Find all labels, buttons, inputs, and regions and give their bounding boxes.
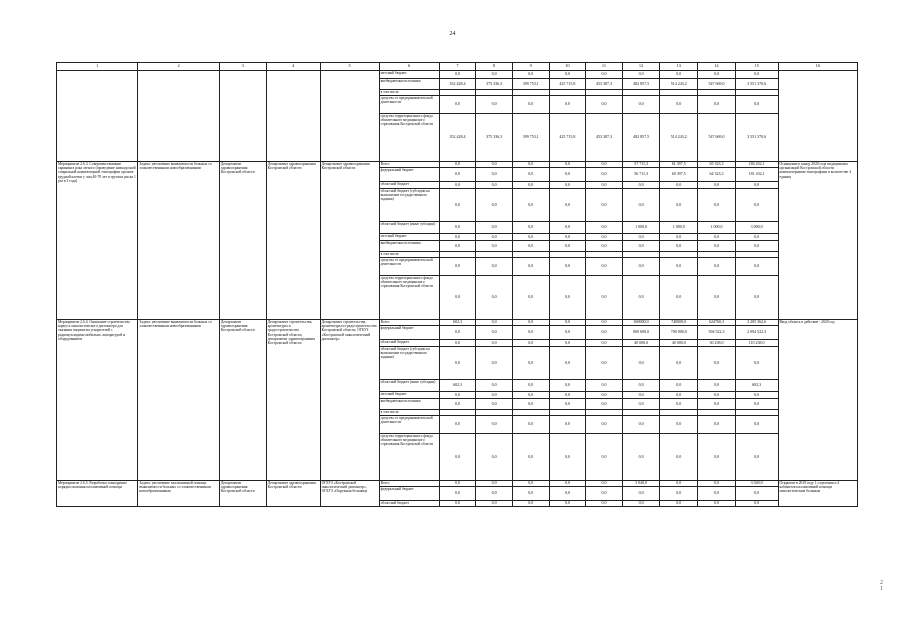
funding-source: местный бюджет bbox=[379, 234, 439, 241]
value-cell: 3 551 370,6 bbox=[735, 79, 778, 90]
value-cell: 0,0 bbox=[476, 241, 513, 252]
value-cell: 0,0 bbox=[735, 71, 778, 79]
value-cell: 0,0 bbox=[586, 96, 623, 114]
value-cell: 840000,0 bbox=[622, 320, 660, 326]
value-cell: 0,0 bbox=[439, 487, 476, 501]
value-cell: 0,0 bbox=[660, 258, 698, 276]
value-cell: 0,0 bbox=[735, 416, 778, 434]
value-cell: 0,0 bbox=[735, 182, 778, 189]
value-cell: 0,0 bbox=[549, 399, 586, 410]
value-cell: 482 857,5 bbox=[622, 114, 660, 162]
value-cell: 0,0 bbox=[439, 258, 476, 276]
value-cell: 0,0 bbox=[698, 96, 736, 114]
value-cell: 0,0 bbox=[586, 487, 623, 501]
value-cell: 0,0 bbox=[512, 258, 549, 276]
cell-c16 bbox=[778, 71, 858, 162]
value-cell: 0,0 bbox=[622, 241, 660, 252]
value-cell: 0,0 bbox=[586, 434, 623, 481]
value-cell: 0,0 bbox=[586, 399, 623, 410]
value-cell: 0,0 bbox=[622, 71, 660, 79]
value-cell: 0,0 bbox=[622, 189, 660, 222]
value-cell: 0,0 bbox=[622, 416, 660, 434]
value-cell: 0,0 bbox=[660, 71, 698, 79]
funding-source: средства территориального фонда обязательного медицинского страхования Костромской области bbox=[379, 114, 439, 162]
value-cell: 0,0 bbox=[735, 347, 778, 380]
value-cell: 0,0 bbox=[549, 392, 586, 399]
value-cell: 0,0 bbox=[698, 241, 736, 252]
funding-source: местный бюджет bbox=[379, 392, 439, 399]
cell-c5: ОГБУЗ «Костромской онкологический диспансер», ОГБУЗ «Окружная больница bbox=[320, 481, 379, 507]
value-cell: 0,0 bbox=[586, 340, 623, 347]
value-cell: 0,0 bbox=[549, 241, 586, 252]
value-cell: 602,3 bbox=[439, 380, 476, 392]
cell-c2: Задача: увеличение выявляемости больных со злокачественными новообразованиями bbox=[138, 162, 219, 320]
column-number-4: 4 bbox=[266, 63, 320, 71]
value-cell: 0,0 bbox=[735, 487, 778, 501]
value-cell: 0,0 bbox=[586, 380, 623, 392]
value-cell: 0,0 bbox=[512, 234, 549, 241]
value-cell: 0,0 bbox=[660, 234, 698, 241]
value-cell: 0,0 bbox=[660, 501, 698, 507]
value-cell: 0,0 bbox=[512, 380, 549, 392]
value-cell: 0,0 bbox=[512, 168, 549, 182]
value-cell: 0,0 bbox=[476, 182, 513, 189]
value-cell: 0,0 bbox=[698, 392, 736, 399]
value-cell: 0,0 bbox=[439, 416, 476, 434]
column-number-7: 7 bbox=[439, 63, 476, 71]
column-number-6: 6 bbox=[379, 63, 439, 71]
value-cell: 0,0 bbox=[622, 182, 660, 189]
value-cell: 0,0 bbox=[476, 416, 513, 434]
value-cell: 0,0 bbox=[586, 347, 623, 380]
value-cell: 0,0 bbox=[512, 392, 549, 399]
cell-c2 bbox=[138, 71, 219, 162]
value-cell: 0,0 bbox=[660, 434, 698, 481]
funding-source: внебюджетные источники bbox=[379, 241, 439, 252]
value-cell: 425 715,8 bbox=[549, 79, 586, 90]
value-cell: 1 000,0 bbox=[622, 222, 660, 234]
value-cell: 0,0 bbox=[549, 189, 586, 222]
value-cell: 547 669,0 bbox=[698, 79, 736, 90]
value-cell: 0,0 bbox=[735, 399, 778, 410]
value-cell: 0,0 bbox=[549, 182, 586, 189]
value-cell: 0,0 bbox=[512, 326, 549, 340]
value-cell: 0,0 bbox=[586, 416, 623, 434]
value-cell: 0,0 bbox=[735, 189, 778, 222]
value-cell: 547 669,0 bbox=[698, 114, 736, 162]
value-cell: 0,0 bbox=[512, 487, 549, 501]
cell-c4: Департамент здравоохранения Костромской области bbox=[266, 162, 320, 320]
funding-source: средства от предпринимательской деятельности bbox=[379, 96, 439, 114]
value-cell: 0,0 bbox=[660, 189, 698, 222]
value-cell: 0,0 bbox=[622, 347, 660, 380]
value-cell: 56 711,3 bbox=[622, 168, 660, 182]
value-cell: 0,0 bbox=[512, 320, 549, 326]
value-cell: 0,0 bbox=[476, 71, 513, 79]
funding-source: средства от предпринимательской деятельности bbox=[379, 416, 439, 434]
value-cell: 2 205 362,6 bbox=[735, 320, 778, 326]
value-cell: 0,0 bbox=[622, 392, 660, 399]
value-cell: 0,0 bbox=[660, 96, 698, 114]
value-cell: 482 857,5 bbox=[622, 79, 660, 90]
value-cell: 0,0 bbox=[660, 276, 698, 320]
funding-source: Всего bbox=[379, 320, 439, 326]
value-cell: 2 094 522,3 bbox=[735, 326, 778, 340]
cell-c2: Задача: увеличение выявляемости больных со злокачественными новообразованиями bbox=[138, 320, 219, 481]
funding-source: средства от предпринимательской деятельности bbox=[379, 258, 439, 276]
value-cell: 0,0 bbox=[622, 399, 660, 410]
value-cell: 0,0 bbox=[512, 340, 549, 347]
value-cell: 0,0 bbox=[586, 168, 623, 182]
value-cell: 740000,0 bbox=[660, 320, 698, 326]
value-cell: 0,0 bbox=[622, 234, 660, 241]
value-cell: 800 000,0 bbox=[622, 326, 660, 340]
cell-c16: Оснащение к концу 2020 года медицинских организаций Костромской области компьютерными томографами в количестве 4 единиц bbox=[778, 162, 858, 320]
value-cell: 0,0 bbox=[512, 71, 549, 79]
value-cell: 0,0 bbox=[586, 392, 623, 399]
funding-source: в том числе: bbox=[379, 252, 439, 258]
value-cell: 352 428,4 bbox=[439, 79, 476, 90]
value-cell: 0,0 bbox=[549, 320, 586, 326]
value-cell: 0,0 bbox=[735, 434, 778, 481]
column-number-14: 14 bbox=[698, 63, 736, 71]
value-cell: 0,0 bbox=[439, 340, 476, 347]
value-cell: 0,0 bbox=[476, 487, 513, 501]
value-cell: 0,0 bbox=[735, 258, 778, 276]
column-number-16: 16 bbox=[778, 63, 858, 71]
value-cell: 0,0 bbox=[549, 340, 586, 347]
cell-c3: Департамент здравоохранения Костромской области bbox=[219, 481, 266, 507]
budget-table bbox=[56, 62, 858, 507]
value-cell: 0,0 bbox=[586, 326, 623, 340]
value-cell: 0,0 bbox=[586, 501, 623, 507]
value-cell: 0,0 bbox=[549, 222, 586, 234]
value-cell: 375 336,3 bbox=[476, 114, 513, 162]
value-cell: 0,0 bbox=[549, 276, 586, 320]
column-number-8: 8 bbox=[476, 63, 513, 71]
column-number-1: 1 bbox=[57, 63, 138, 71]
value-cell: 0,0 bbox=[586, 276, 623, 320]
value-cell: 0,0 bbox=[512, 501, 549, 507]
value-cell: 1 000,0 bbox=[660, 222, 698, 234]
funding-source: областной бюджет (иные субсидии) bbox=[379, 380, 439, 392]
value-cell: 40 000,0 bbox=[622, 340, 660, 347]
value-cell: 399 753,1 bbox=[512, 79, 549, 90]
value-cell: 0,0 bbox=[622, 276, 660, 320]
value-cell: 0,0 bbox=[698, 399, 736, 410]
value-cell: 0,0 bbox=[439, 71, 476, 79]
value-cell: 65 323,3 bbox=[698, 162, 736, 168]
funding-source: областной бюджет bbox=[379, 340, 439, 347]
value-cell: 0,0 bbox=[698, 380, 736, 392]
value-cell: 0,0 bbox=[439, 501, 476, 507]
value-cell: 0,0 bbox=[698, 182, 736, 189]
value-cell: 0,0 bbox=[549, 258, 586, 276]
value-cell: 375 336,3 bbox=[476, 79, 513, 90]
funding-source: федеральный бюджет bbox=[379, 487, 439, 501]
value-cell: 0,0 bbox=[439, 168, 476, 182]
value-cell: 110 238,0 bbox=[735, 340, 778, 347]
cell-c3 bbox=[219, 71, 266, 162]
value-cell: 0,0 bbox=[439, 481, 476, 487]
value-cell: 0,0 bbox=[698, 501, 736, 507]
funding-source: Всего bbox=[379, 481, 439, 487]
cell-c3: Департамент здравоохранения Костромской области bbox=[219, 162, 266, 320]
value-cell: 0,0 bbox=[476, 392, 513, 399]
value-cell: 0,0 bbox=[439, 241, 476, 252]
value-cell: 0,0 bbox=[622, 96, 660, 114]
value-cell: 64 323,3 bbox=[698, 168, 736, 182]
value-cell: 0,0 bbox=[549, 168, 586, 182]
value-cell: 0,0 bbox=[476, 340, 513, 347]
cell-c5: Департамент здравоохранения Костромской области bbox=[320, 162, 379, 320]
value-cell: 602,3 bbox=[439, 320, 476, 326]
value-cell: 0,0 bbox=[439, 96, 476, 114]
value-cell: 0,0 bbox=[698, 481, 736, 487]
column-number-2: 2 bbox=[138, 63, 219, 71]
value-cell: 0,0 bbox=[476, 276, 513, 320]
value-cell: 0,0 bbox=[586, 234, 623, 241]
cell-c1: Мероприятие 2.6.3. Совершенствование скрининга рака легкого (проведение низкодозной спиральной компьютерной томографии органов грудной клетки у лиц 40-70 лет в группах риска 1 раз в 3 года) bbox=[57, 162, 138, 320]
value-cell: 0,0 bbox=[476, 501, 513, 507]
column-number-11: 11 bbox=[586, 63, 623, 71]
value-cell: 0,0 bbox=[660, 241, 698, 252]
value-cell: 0,0 bbox=[698, 234, 736, 241]
value-cell: 3 040,0 bbox=[622, 481, 660, 487]
value-cell: 3 551 370,6 bbox=[735, 114, 778, 162]
value-cell: 0,0 bbox=[439, 222, 476, 234]
value-cell: 0,0 bbox=[698, 487, 736, 501]
value-cell: 0,0 bbox=[512, 241, 549, 252]
value-cell: 0,0 bbox=[549, 501, 586, 507]
value-cell: 0,0 bbox=[476, 326, 513, 340]
value-cell: 0,0 bbox=[586, 71, 623, 79]
value-cell: 0,0 bbox=[586, 222, 623, 234]
value-cell: 0,0 bbox=[660, 380, 698, 392]
value-cell: 0,0 bbox=[549, 162, 586, 168]
value-cell: 3 040,0 bbox=[735, 481, 778, 487]
value-cell: 399 753,1 bbox=[512, 114, 549, 162]
column-number-12: 12 bbox=[622, 63, 660, 71]
value-cell: 0,0 bbox=[622, 434, 660, 481]
value-cell: 0,0 bbox=[549, 326, 586, 340]
value-cell: 352 428,4 bbox=[439, 114, 476, 162]
value-cell: 0,0 bbox=[439, 399, 476, 410]
value-cell: 0,0 bbox=[439, 326, 476, 340]
value-cell: 0,0 bbox=[549, 71, 586, 79]
value-cell: 0,0 bbox=[586, 182, 623, 189]
value-cell: 0,0 bbox=[698, 71, 736, 79]
value-cell: 0,0 bbox=[660, 392, 698, 399]
value-cell: 0,0 bbox=[660, 416, 698, 434]
value-cell: 0,0 bbox=[476, 347, 513, 380]
value-cell: 57 711,3 bbox=[622, 162, 660, 168]
value-cell: 0,0 bbox=[476, 481, 513, 487]
value-cell: 0,0 bbox=[549, 96, 586, 114]
value-cell: 425 715,8 bbox=[549, 114, 586, 162]
value-cell: 184 432,1 bbox=[735, 162, 778, 168]
cell-c16: Открытие в 2018 году 1 отделения и 4 кабинетов паллиативной помощи онкологическим больным bbox=[778, 481, 858, 507]
value-cell: 0,0 bbox=[735, 392, 778, 399]
value-cell: 0,0 bbox=[512, 182, 549, 189]
value-cell: 0,0 bbox=[549, 347, 586, 380]
cell-c1: Мероприятие 2.6.4. Окончание строительства корпуса онкологического диспансера для оказания пациентам ускорителей с радионуклидами мобильно, аппаратурой и оборудованием bbox=[57, 320, 138, 481]
value-cell: 181 432,1 bbox=[735, 168, 778, 182]
funding-source: федеральный бюджет bbox=[379, 326, 439, 340]
cell-c16: Ввод объекта в действие - 2020 год bbox=[778, 320, 858, 481]
value-cell: 3 000,0 bbox=[735, 222, 778, 234]
value-cell: 0,0 bbox=[698, 258, 736, 276]
value-cell: 0,0 bbox=[586, 481, 623, 487]
value-cell: 0,0 bbox=[512, 434, 549, 481]
value-cell: 0,0 bbox=[622, 487, 660, 501]
funding-source: в том числе: bbox=[379, 90, 439, 96]
funding-source: федеральный бюджет bbox=[379, 168, 439, 182]
value-cell: 0,0 bbox=[735, 96, 778, 114]
value-cell: 0,0 bbox=[586, 189, 623, 222]
funding-source: внебюджетные источники bbox=[379, 399, 439, 410]
column-number-3: 3 bbox=[219, 63, 266, 71]
cell-c3: Департамент здравоохранения Костромской области bbox=[219, 320, 266, 481]
value-cell: 0,0 bbox=[476, 96, 513, 114]
cell-c4: Департамент здравоохранения Костромской области bbox=[266, 481, 320, 507]
value-cell: 0,0 bbox=[439, 182, 476, 189]
funding-source: областной бюджет (иные субсидии) bbox=[379, 222, 439, 234]
value-cell: 0,0 bbox=[476, 258, 513, 276]
value-cell: 0,0 bbox=[439, 434, 476, 481]
value-cell: 0,0 bbox=[660, 399, 698, 410]
value-cell: 0,0 bbox=[698, 189, 736, 222]
value-cell: 0,0 bbox=[660, 347, 698, 380]
value-cell: 1 000,0 bbox=[698, 222, 736, 234]
value-cell: 594 522,3 bbox=[698, 326, 736, 340]
funding-source: внебюджетные источники bbox=[379, 79, 439, 90]
value-cell: 0,0 bbox=[439, 392, 476, 399]
value-cell: 0,0 bbox=[660, 182, 698, 189]
value-cell: 0,0 bbox=[549, 380, 586, 392]
value-cell: 0,0 bbox=[549, 487, 586, 501]
page-number: 24 bbox=[449, 31, 456, 37]
value-cell: 0,0 bbox=[476, 168, 513, 182]
value-cell: 0,0 bbox=[622, 380, 660, 392]
cell-c1: Мероприятие 2.6.5. Разработка и внедрение порядка оказания паллиативной помощи bbox=[57, 481, 138, 507]
value-cell: 0,0 bbox=[476, 399, 513, 410]
value-cell: 0,0 bbox=[549, 234, 586, 241]
column-number-5: 5 bbox=[320, 63, 379, 71]
value-cell: 0,0 bbox=[476, 320, 513, 326]
value-cell: 0,0 bbox=[586, 320, 623, 326]
value-cell: 0,0 bbox=[549, 434, 586, 481]
value-cell: 0,0 bbox=[512, 189, 549, 222]
funding-source: областной бюджет bbox=[379, 501, 439, 507]
value-cell: 0,0 bbox=[476, 162, 513, 168]
cell-c4: Департамент строительства, архитектуры и градостроительства Костромской области, департамент здравоохранения Костромской области bbox=[266, 320, 320, 481]
cell-c2: Задача: увеличение паллиативной помощи выявляемости больных со злокачественными новообразованиями bbox=[138, 481, 219, 507]
column-number-10: 10 bbox=[549, 63, 586, 71]
column-number-row bbox=[57, 63, 858, 71]
table-row bbox=[57, 71, 858, 79]
column-number-13: 13 bbox=[660, 63, 698, 71]
value-cell: 624760,3 bbox=[698, 320, 736, 326]
value-cell: 602,3 bbox=[735, 380, 778, 392]
funding-source: местный бюджет bbox=[379, 71, 439, 79]
value-cell: 0,0 bbox=[512, 222, 549, 234]
value-cell: 0,0 bbox=[622, 258, 660, 276]
cell-c5 bbox=[320, 71, 379, 162]
funding-source: в том числе: bbox=[379, 410, 439, 416]
value-cell: 0,0 bbox=[735, 276, 778, 320]
value-cell: 0,0 bbox=[439, 347, 476, 380]
value-cell: 0,0 bbox=[476, 434, 513, 481]
edge-mark: 2 1 bbox=[880, 580, 883, 592]
funding-source: областной бюджет bbox=[379, 182, 439, 189]
value-cell: 0,0 bbox=[660, 481, 698, 487]
value-cell: 30 238,0 bbox=[698, 340, 736, 347]
value-cell: 0,0 bbox=[476, 222, 513, 234]
value-cell: 0,0 bbox=[439, 162, 476, 168]
value-cell: 514 243,2 bbox=[660, 114, 698, 162]
value-cell: 0,0 bbox=[549, 416, 586, 434]
value-cell: 0,0 bbox=[439, 234, 476, 241]
value-cell: 0,0 bbox=[512, 481, 549, 487]
value-cell: 453 387,3 bbox=[586, 114, 623, 162]
value-cell: 61 397,5 bbox=[660, 162, 698, 168]
value-cell: 0,0 bbox=[735, 234, 778, 241]
value-cell: 0,0 bbox=[512, 347, 549, 380]
value-cell: 0,0 bbox=[476, 189, 513, 222]
value-cell: 0,0 bbox=[439, 276, 476, 320]
column-number-9: 9 bbox=[512, 63, 549, 71]
column-number-15: 15 bbox=[735, 63, 778, 71]
cell-c5: Департамент строительства, архитектуры и градостроительства Костромской области, ОГБУЗ «Костромской онкологический диспансер» bbox=[320, 320, 379, 481]
funding-source: средства территориального фонда обязательного медицинского страхования Костромской области bbox=[379, 276, 439, 320]
value-cell: 0,0 bbox=[586, 241, 623, 252]
cell-c4 bbox=[266, 71, 320, 162]
value-cell: 0,0 bbox=[586, 162, 623, 168]
funding-source: Всего bbox=[379, 162, 439, 168]
value-cell: 0,0 bbox=[512, 399, 549, 410]
value-cell: 0,0 bbox=[698, 276, 736, 320]
funding-source: средства территориального фонда обязательного медицинского страхования Костромской области bbox=[379, 434, 439, 481]
value-cell: 0,0 bbox=[698, 416, 736, 434]
funding-source: областной бюджет (субсидии на выполнение государственного задания) bbox=[379, 189, 439, 222]
value-cell: 0,0 bbox=[660, 487, 698, 501]
funding-source: областной бюджет (субсидии на выполнение государственного задания) bbox=[379, 347, 439, 380]
value-cell: 0,0 bbox=[476, 234, 513, 241]
value-cell: 0,0 bbox=[549, 481, 586, 487]
value-cell: 0,0 bbox=[476, 380, 513, 392]
value-cell: 40 000,0 bbox=[660, 340, 698, 347]
value-cell: 0,0 bbox=[512, 276, 549, 320]
value-cell: 0,0 bbox=[698, 347, 736, 380]
value-cell: 0,0 bbox=[439, 189, 476, 222]
value-cell: 0,0 bbox=[735, 501, 778, 507]
value-cell: 0,0 bbox=[512, 96, 549, 114]
value-cell: 60 397,5 bbox=[660, 168, 698, 182]
value-cell: 700 000,0 bbox=[660, 326, 698, 340]
value-cell: 0,0 bbox=[512, 162, 549, 168]
value-cell: 0,0 bbox=[622, 501, 660, 507]
value-cell: 0,0 bbox=[512, 416, 549, 434]
value-cell: 453 387,3 bbox=[586, 79, 623, 90]
value-cell: 514 243,2 bbox=[660, 79, 698, 90]
value-cell: 0,0 bbox=[586, 258, 623, 276]
value-cell: 0,0 bbox=[698, 434, 736, 481]
value-cell: 0,0 bbox=[735, 241, 778, 252]
cell-c1 bbox=[57, 71, 138, 162]
